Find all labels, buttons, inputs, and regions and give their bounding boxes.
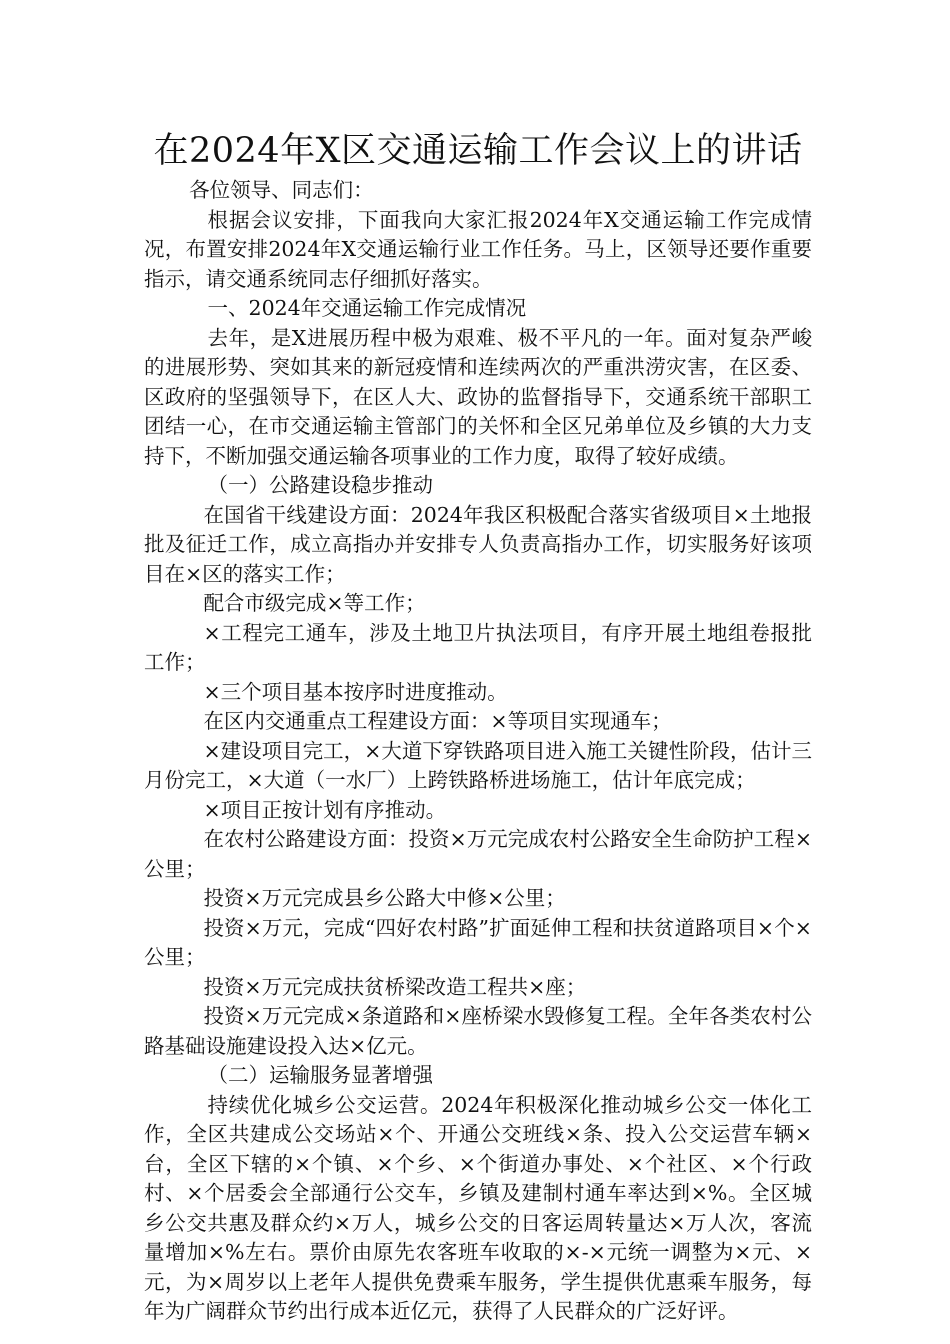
- paragraph-overview: 去年，是X进展历程中极为艰难、极不平凡的一年。面对复杂严峻的进展形势、突如其来的新冠疫情和连续两次的严重洪涝灾害，在区委、区政府的坚强领导下，在区人大、政协的监督指导下，交通系统干部职工团结一心，在市交通运输主管部门的关怀和全区兄弟单位及乡镇的大力支持下，不断加强交通运输各项事业的工作力度，取得了较好成绩。: [144, 325, 812, 468]
- paragraph-rural-roads: 在农村公路建设方面：投资×万元完成农村公路安全生命防护工程×公里；: [144, 827, 812, 881]
- paragraph-city-level: 配合市级完成×等工作；: [203, 591, 426, 615]
- paragraph-flood-repair: 投资×万元完成×条道路和×座桥梁水毁修复工程。全年各类农村公路基础设施建设投入达×亿元。: [144, 1004, 812, 1058]
- paragraph-trunk-roads: 在国省干线建设方面：2024年我区积极配合落实省级项目×土地报批及征迁工作，成立高指办并安排专人负责高指办工作，切实服务好该项目在×区的落实工作；: [144, 502, 812, 586]
- paragraph-key-projects: 在区内交通重点工程建设方面：×等项目实现通车；: [203, 709, 672, 733]
- paragraph-project-on-plan: ×项目正按计划有序推动。: [203, 797, 447, 822]
- paragraph-railway-project: ×建设项目完工，×大道下穿铁路项目进入施工关键性阶段，估计三月份完工，×大道（一水厂）上跨铁路桥进场施工，估计年底完成；: [144, 738, 812, 792]
- paragraph-county-roads: 投资×万元完成县乡公路大中修×公里；: [203, 886, 566, 910]
- paragraph-public-transit: 持续优化城乡公交运营。2024年积极深化推动城乡公交一体化工作，全区共建成公交场站×个、开通公交班线×条、投入公交运营车辆×台，全区下辖的×个镇、×个乡、×个街道办事处、×个社区、×个行政村、×个居委会全部通行公交车，乡镇及建制村通车率达到×%。全区城乡公交共惠及群众约×万人，城乡公交的日客运周转量达×万人次，客流量增加×%左右。票价由原先农客班车收取的×-×元统一调整为×元、×元，为×周岁以上老年人提供免费乘车服务，学生提供优惠乘车服务，每年为广阔群众节约出行成本近亿元，获得了人民群众的广泛好评。: [144, 1092, 812, 1323]
- document-page: [144, 128, 812, 1327]
- salutation: 各位领导、同志们：: [189, 178, 374, 202]
- paragraph-four-good-roads: 投资×万元，完成“四好农村路”扩面延伸工程和扶贫道路项目×个×公里；: [144, 915, 812, 969]
- paragraph-project-completed: ×工程完工通车，涉及土地卫片执法项目，有序开展土地组卷报批工作；: [144, 620, 812, 674]
- document-title: 在2024年X区交通运输工作会议上的讲话: [153, 131, 803, 171]
- subsection-heading-1: （一）公路建设稳步推动: [207, 473, 434, 497]
- paragraph-bridge-renovation: 投资×万元完成扶贫桥梁改造工程共×座；: [203, 974, 587, 999]
- paragraph-intro: 根据会议安排，下面我向大家汇报2024年X交通运输工作完成情况，布置安排2024年X交通运输行业工作任务。马上，区领导还要作重要指示，请交通系统同志仔细抓好落实。: [144, 207, 812, 291]
- subsection-heading-2: （二）运输服务显著增强: [207, 1063, 434, 1087]
- paragraph-three-projects: ×三个项目基本按序时进度推动。: [203, 679, 508, 704]
- section-heading-1: 一、2024年交通运输工作完成情况: [207, 296, 527, 320]
